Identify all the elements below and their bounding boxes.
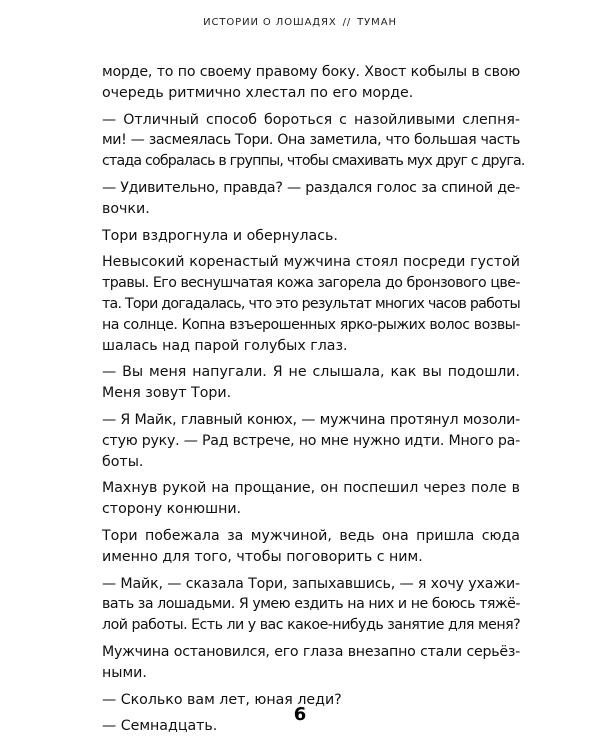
- text-line: — Майк, — сказала Тори, запыхавшись, — я хочу ухажи-: [102, 575, 520, 592]
- text-line: морде, то по своему правому боку. Хвост кобылы в свою: [102, 64, 520, 80]
- text-line: — Вы меня напугали. Я не слышала, как вы подошли.: [102, 364, 520, 381]
- paragraph: [102, 526, 520, 568]
- paragraph: [102, 226, 520, 247]
- paragraph: [102, 62, 520, 104]
- text-line: травы. Его веснушчатая кожа загорела до бронзового цве-: [102, 275, 520, 292]
- text-line: — Отличный способ бороться с назойливыми слепня-: [102, 111, 520, 128]
- text-line: ми! — засмеялась Тори. Она заметила, что большая часть: [102, 132, 520, 149]
- text-line: — Семнадцать.: [102, 718, 218, 735]
- text-line: Мужчина остановился, его глаза внезапно стали серьёз-: [102, 643, 520, 660]
- paragraph: [102, 110, 525, 172]
- text-line: именно для того, чтобы поговорить с ним.: [102, 548, 423, 565]
- paragraph: [102, 642, 520, 684]
- paragraph: [102, 574, 520, 636]
- book-title: ТУМАН: [357, 17, 397, 28]
- text-line: стада собралась в группы, чтобы смахивать мух друг с друга.: [102, 153, 525, 170]
- text-line: — Я Майк, главный конюх, — мужчина протянул мозоли-: [102, 411, 520, 428]
- series-title: ИСТОРИИ О ЛОШАДЯХ: [203, 17, 337, 28]
- text-line: шалась над парой голубых глаз.: [102, 337, 348, 354]
- paragraph: [102, 252, 520, 356]
- body-text: [102, 62, 525, 743]
- text-line: Меня зовут Тори.: [102, 385, 232, 402]
- text-line: на солнце. Копна взъерошенных ярко-рыжих волос возвы-: [102, 316, 520, 333]
- text-line: вочки.: [102, 200, 150, 217]
- text-line: вать за лошадьми. Я умею ездить на них и не боюсь тяжё-: [102, 596, 520, 613]
- paragraph: [102, 178, 520, 220]
- text-line: боты.: [102, 453, 144, 470]
- text-line: Невысокий коренастый мужчина стоял посреди густой: [102, 254, 520, 271]
- page-number: 6: [293, 704, 307, 725]
- text-line: очередь ритмично хлестал по его морде.: [102, 84, 414, 101]
- text-line: стую руку. — Рад встрече, но мне нужно идти. Много ра-: [102, 432, 520, 449]
- paragraph: [102, 362, 520, 404]
- header-separator: //: [342, 17, 352, 28]
- text-line: Махнув рукой на прощание, он поспешил через поле в: [102, 480, 520, 497]
- text-line: ными.: [102, 664, 147, 681]
- paragraph: [102, 410, 520, 472]
- running-header: [0, 17, 600, 28]
- text-line: та. Тори догадалась, что это результат многих часов работы: [102, 295, 520, 312]
- text-line: — Удивительно, правда? — раздался голос за спиной де-: [102, 179, 520, 196]
- text-line: Тори вздрогнула и обернулась.: [102, 227, 338, 244]
- paragraph: [102, 478, 520, 520]
- text-line: лой работы. Есть ли у вас какое-нибудь занятие для меня?: [102, 617, 521, 634]
- text-line: — Сколько вам лет, юная леди?: [102, 691, 342, 708]
- text-line: Тори побежала за мужчиной, ведь она пришла сюда: [102, 527, 520, 544]
- text-line: сторону конюшни.: [102, 501, 242, 518]
